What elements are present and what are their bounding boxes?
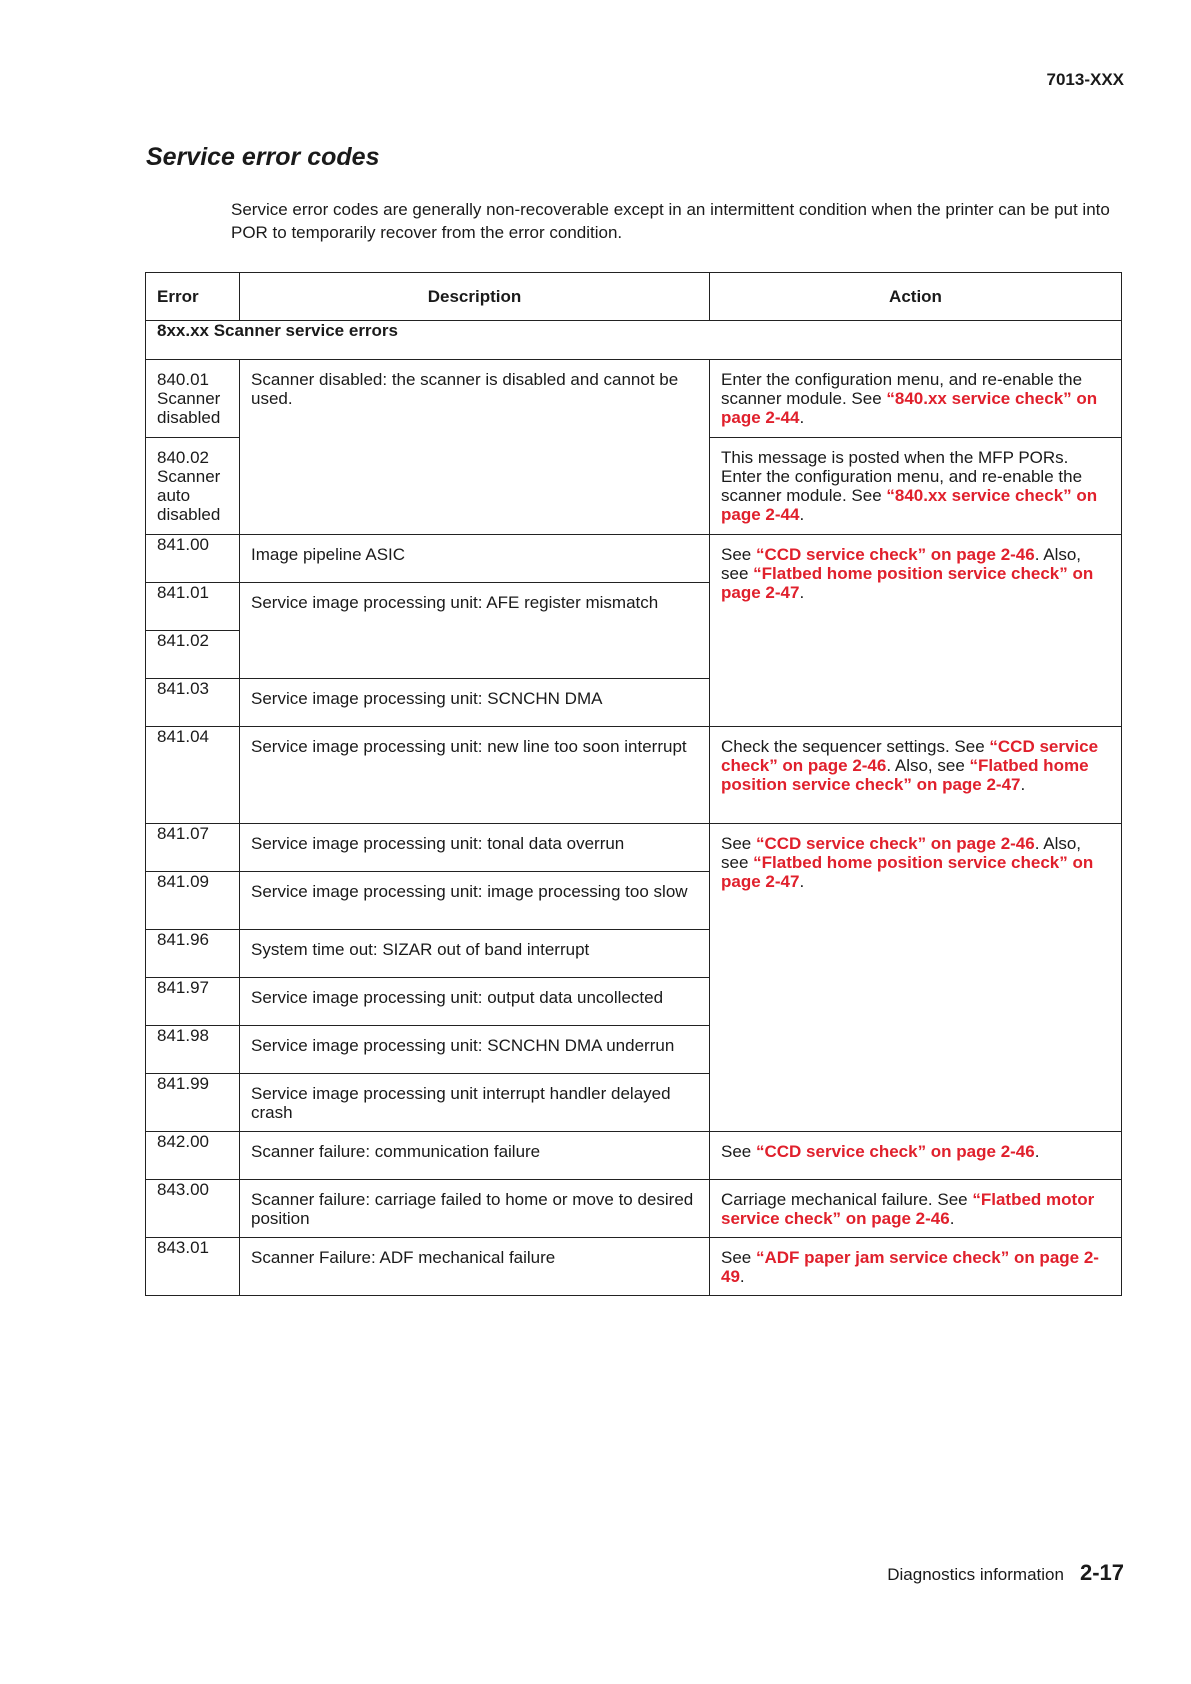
description-cell: Service image processing unit: SCNCHN DMA	[240, 679, 710, 727]
cross-reference-link[interactable]: “840.xx service check” on page 2-44	[721, 486, 1098, 524]
cross-reference-link[interactable]: “Flatbed motor service check” on page 2-46	[721, 1190, 1095, 1228]
description-cell: System time out: SIZAR out of band interrupt	[240, 930, 710, 978]
table-row	[146, 535, 1122, 583]
action-text: This message is posted when the MFP PORs. Enter the configuration menu, and re-enable the scanner module. See	[721, 448, 1083, 505]
cross-reference-link[interactable]: “Flatbed home position service check” on page 2-47	[721, 564, 1094, 602]
table-row	[146, 360, 1122, 438]
table-row	[146, 1238, 1122, 1296]
model-number: 7013-XXX	[1046, 70, 1124, 89]
action-text: See	[721, 545, 756, 564]
footer-section-name: Diagnostics information	[887, 1565, 1064, 1584]
table-row	[146, 1180, 1122, 1238]
action-end: .	[739, 1267, 745, 1286]
header-error: Error	[146, 273, 240, 321]
description-cell: Service image processing unit: new line too soon interrupt	[240, 727, 710, 824]
action-end: .	[949, 1209, 955, 1228]
action-end: .	[799, 408, 805, 427]
cross-reference-link[interactable]: “CCD service check” on page 2-46	[755, 1142, 1035, 1161]
error-code: 841.02	[146, 631, 240, 679]
description-cell: Service image processing unit: SCNCHN DMA underrun	[240, 1026, 710, 1074]
table-row	[146, 824, 1122, 872]
error-code: 840.01 Scanner disabled	[146, 360, 240, 438]
error-code: 841.03	[146, 679, 240, 727]
cross-reference-link[interactable]: “840.xx service check” on page 2-44	[721, 389, 1098, 427]
error-code: 841.07	[146, 824, 240, 872]
action-end: .	[799, 872, 805, 891]
header-description: Description	[240, 273, 710, 321]
cross-reference-link[interactable]: “ADF paper jam service check” on page 2-49	[721, 1248, 1099, 1286]
header-action: Action	[710, 273, 1122, 321]
action-text: . Also, see	[886, 756, 970, 775]
description-cell: Scanner failure: communication failure	[240, 1132, 710, 1180]
cross-reference-link[interactable]: “Flatbed home position service check” on page 2-47	[721, 756, 1089, 794]
error-code: 841.09	[146, 872, 240, 930]
action-end: .	[1020, 775, 1026, 794]
description-cell: Service image processing unit: AFE register mismatch	[240, 583, 710, 679]
action-end: .	[799, 583, 805, 602]
description-cell: Service image processing unit: tonal data overrun	[240, 824, 710, 872]
group-row	[146, 321, 1122, 360]
section-title: Service error codes	[146, 143, 380, 171]
action-end: .	[799, 505, 805, 524]
cross-reference-link[interactable]: “Flatbed home position service check” on page 2-47	[721, 853, 1094, 891]
action-end: .	[1034, 1142, 1040, 1161]
error-code: 840.02 Scanner auto disabled	[146, 438, 240, 535]
action-text: See	[721, 834, 756, 853]
description-cell: Service image processing unit: output data uncollected	[240, 978, 710, 1026]
action-text: See	[721, 1248, 756, 1267]
cross-reference-link[interactable]: “CCD service check” on page 2-46	[721, 737, 1099, 775]
intro-paragraph: Service error codes are generally non-recoverable except in an intermittent condition when the printer can be put into POR to temporarily recover from the error condition.	[231, 200, 1110, 242]
action-cell	[710, 1238, 1122, 1296]
action-cell	[710, 824, 1122, 1132]
error-code: 841.00	[146, 535, 240, 583]
action-text: Enter the configuration menu, and re-enable the scanner module. See	[721, 370, 1083, 408]
action-cell	[710, 535, 1122, 727]
action-cell	[710, 438, 1122, 535]
error-code: 841.99	[146, 1074, 240, 1132]
action-cell	[710, 1132, 1122, 1180]
description-cell: Scanner disabled: the scanner is disabled and cannot be used.	[240, 360, 710, 535]
description-cell: Image pipeline ASIC	[240, 535, 710, 583]
service-error-table	[145, 272, 1122, 1296]
table-row	[146, 727, 1122, 824]
cross-reference-link[interactable]: “CCD service check” on page 2-46	[755, 834, 1035, 853]
action-cell	[710, 360, 1122, 438]
description-cell: Service image processing unit interrupt handler delayed crash	[240, 1074, 710, 1132]
error-code: 841.96	[146, 930, 240, 978]
description-cell: Service image processing unit: image processing too slow	[240, 872, 710, 930]
page-number: 2-17	[1079, 1560, 1124, 1585]
error-code: 843.01	[146, 1238, 240, 1296]
action-text: Carriage mechanical failure. See	[721, 1190, 973, 1209]
action-text: See	[721, 1142, 756, 1161]
action-cell	[710, 1180, 1122, 1238]
error-code: 842.00	[146, 1132, 240, 1180]
error-code: 841.98	[146, 1026, 240, 1074]
cross-reference-link[interactable]: “CCD service check” on page 2-46	[755, 545, 1035, 564]
error-code: 841.97	[146, 978, 240, 1026]
action-text: . Also, see	[721, 834, 1082, 872]
description-cell: Scanner Failure: ADF mechanical failure	[240, 1238, 710, 1296]
table-header-row	[146, 273, 1122, 321]
error-code: 843.00	[146, 1180, 240, 1238]
action-cell	[710, 727, 1122, 824]
table-row	[146, 1132, 1122, 1180]
description-cell: Scanner failure: carriage failed to home or move to desired position	[240, 1180, 710, 1238]
action-text: Check the sequencer settings. See	[721, 737, 990, 756]
group-heading: 8xx.xx Scanner service errors	[146, 321, 1122, 360]
error-code: 841.04	[146, 727, 240, 824]
page-footer	[887, 1560, 1124, 1586]
error-code: 841.01	[146, 583, 240, 631]
action-text: . Also, see	[721, 545, 1082, 583]
